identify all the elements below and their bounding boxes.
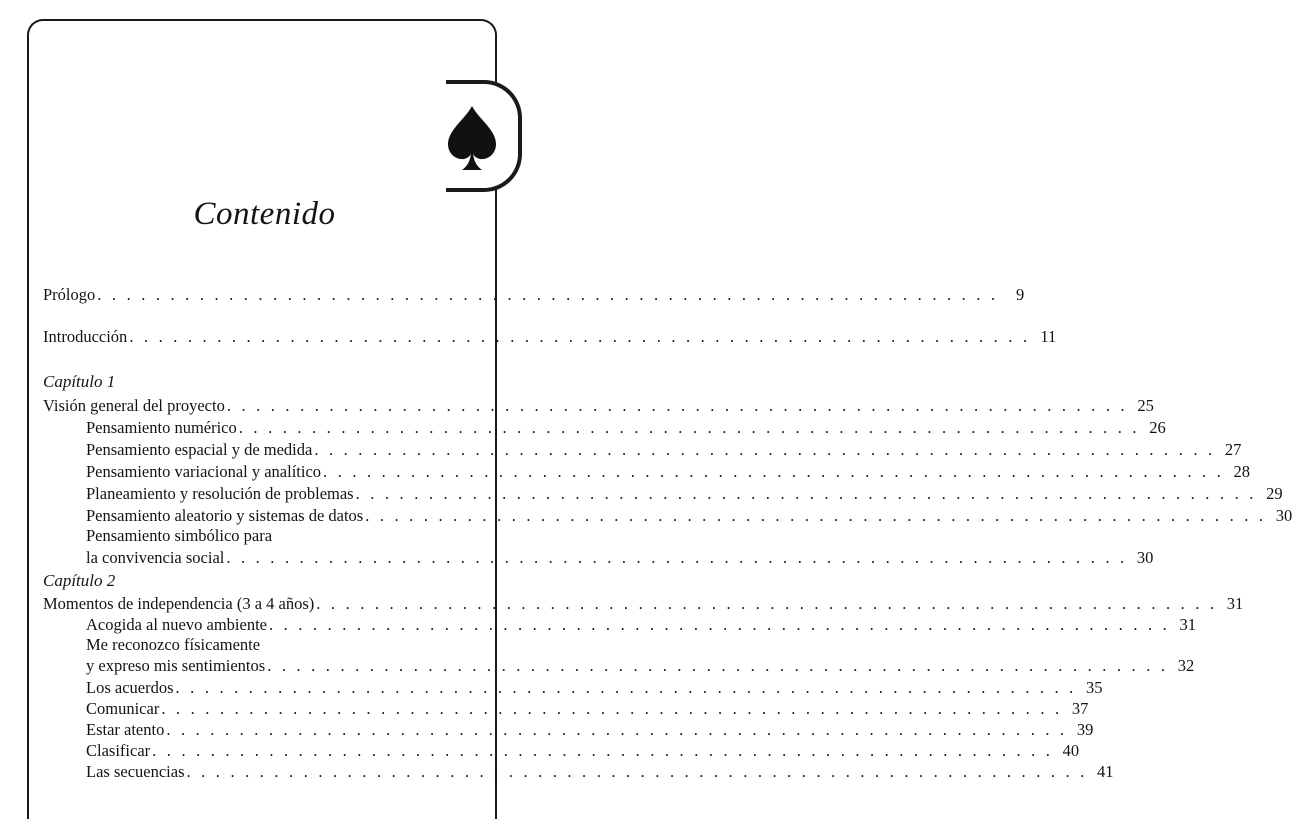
entry-label: Estar atento — [86, 720, 165, 739]
entry-page: 9 — [1016, 285, 1025, 304]
toc-entry-acogida — [86, 615, 1196, 635]
entry-page: 30 — [1275, 506, 1292, 525]
dot-leader: . . . . . . . . . . . . . . . . . . . . . . . . . . . . . . . . . . . . . . . . . . . . . . . . . . . . . . . . . . . . . . — [314, 440, 1216, 459]
toc-entry-atento — [86, 720, 1094, 740]
entry-label: Clasificar — [86, 741, 151, 760]
dot-leader: . . . . . . . . . . . . . . . . . . . . . . . . . . . . . . . . . . . . . . . . . . . . . . . . . . . . . . . . . . . . . . — [267, 656, 1169, 675]
toc-entry-vision — [43, 396, 1154, 416]
dot-leader: . . . . . . . . . . . . . . . . . . . . . . . . . . . . . . . . . . . . . . . . . . . . . . . . . . . . . . . . . . . . . . — [161, 699, 1063, 718]
toc-entry-secuencias — [86, 762, 1114, 782]
toc-entry-planeamiento — [86, 484, 1283, 504]
toc-entry-reconozco — [86, 656, 1195, 676]
entry-label: Planeamiento y resolución de problemas — [86, 484, 354, 503]
entry-page: 41 — [1096, 762, 1114, 781]
entry-label: Pensamiento espacial y de medida — [86, 440, 313, 459]
entry-page: 31 — [1179, 615, 1196, 634]
entry-page: 27 — [1224, 440, 1242, 459]
chapter-1-heading: Capítulo 1 — [43, 372, 116, 391]
entry-label: Comunicar — [86, 699, 160, 718]
entry-page: 35 — [1086, 678, 1103, 697]
entry-page: 28 — [1233, 462, 1251, 481]
dot-leader: . . . . . . . . . . . . . . . . . . . . . . . . . . . . . . . . . . . . . . . . . . . . . . . . . . . . . . . . . . . . . . — [355, 484, 1257, 503]
toc-entry-simbolico-line1: Pensamiento simbólico para — [86, 526, 273, 545]
dot-leader: . . . . . . . . . . . . . . . . . . . . . . . . . . . . . . . . . . . . . . . . . . . . . . . . . . . . . . . . . . . . . . — [316, 594, 1218, 613]
toc-entry-variacional — [86, 462, 1251, 482]
entry-page: 32 — [1177, 656, 1195, 675]
chapter-2-heading: Capítulo 2 — [43, 571, 116, 590]
entry-label: Prólogo — [43, 285, 96, 304]
entry-label: Pensamiento variacional y analítico — [86, 462, 322, 481]
entry-page: 30 — [1136, 548, 1154, 567]
toc-entry-espacial — [86, 440, 1242, 460]
entry-label: Acogida al nuevo ambiente — [86, 615, 267, 634]
dot-leader: . . . . . . . . . . . . . . . . . . . . . . . . . . . . . . . . . . . . . . . . . . . . . . . . . . . . . . . . . . . . . . — [365, 506, 1267, 525]
entry-label: Pensamiento numérico — [86, 418, 237, 437]
dot-leader: . . . . . . . . . . . . . . . . . . . . . . . . . . . . . . . . . . . . . . . . . . . . . . . . . . . . . . . . . . . . . . — [175, 678, 1077, 697]
dot-leader: . . . . . . . . . . . . . . . . . . . . . . . . . . . . . . . . . . . . . . . . . . . . . . . . . . . . . . . . . . . . . . — [152, 741, 1054, 760]
entry-page: 37 — [1071, 699, 1089, 718]
entry-label: Los acuerdos — [86, 678, 174, 697]
dot-leader: . . . . . . . . . . . . . . . . . . . . . . . . . . . . . . . . . . . . . . . . . . . . . . . . . . . . . . . . . . . . . . — [97, 285, 999, 304]
dot-leader: . . . . . . . . . . . . . . . . . . . . . . . . . . . . . . . . . . . . . . . . . . . . . . . . . . . . . . . . . . . . . . — [166, 720, 1068, 739]
entry-label: Visión general del proyecto — [43, 396, 225, 415]
entry-page: 26 — [1149, 418, 1166, 437]
entry-label: Introducción — [43, 327, 128, 346]
entry-page: 11 — [1040, 327, 1057, 346]
toc-entry-introduccion — [43, 327, 1057, 347]
dot-leader: . . . . . . . . . . . . . . . . . . . . . . . . . . . . . . . . . . . . . . . . . . . . . . . . . . . . . . . . . . . . . . — [226, 396, 1128, 415]
entry-page: 31 — [1226, 594, 1244, 613]
dot-leader: . . . . . . . . . . . . . . . . . . . . . . . . . . . . . . . . . . . . . . . . . . . . . . . . . . . . . . . . . . . . . . — [186, 762, 1088, 781]
page-title: Contenido — [193, 196, 336, 232]
dot-leader: . . . . . . . . . . . . . . . . . . . . . . . . . . . . . . . . . . . . . . . . . . . . . . . . . . . . . . . . . . . . . . — [238, 418, 1140, 437]
toc-entry-momentos — [43, 594, 1244, 614]
toc-entry-aleatorio — [86, 506, 1292, 526]
toc-entry-comunicar — [86, 699, 1089, 719]
entry-label: y expreso mis sentimientos — [86, 656, 266, 675]
entry-label: Momentos de independencia (3 a 4 años) — [43, 594, 315, 613]
toc-entry-clasificar — [86, 741, 1080, 761]
dot-leader: . . . . . . . . . . . . . . . . . . . . . . . . . . . . . . . . . . . . . . . . . . . . . . . . . . . . . . . . . . . . . . — [226, 548, 1128, 567]
dot-leader: . . . . . . . . . . . . . . . . . . . . . . . . . . . . . . . . . . . . . . . . . . . . . . . . . . . . . . . . . . . . . . — [268, 615, 1170, 634]
entry-page: 29 — [1266, 484, 1283, 503]
toc-entry-prologo — [43, 285, 1025, 305]
toc-entry-acuerdos — [86, 678, 1103, 698]
dot-leader: . . . . . . . . . . . . . . . . . . . . . . . . . . . . . . . . . . . . . . . . . . . . . . . . . . . . . . . . . . . . . . — [129, 327, 1031, 346]
entry-label: la convivencia social — [86, 548, 225, 567]
entry-label: Pensamiento aleatorio y sistemas de datos — [86, 506, 364, 525]
toc-entry-numerico — [86, 418, 1166, 438]
entry-page: 25 — [1137, 396, 1154, 415]
entry-label: Las secuencias — [86, 762, 185, 781]
entry-page: 40 — [1062, 741, 1080, 760]
toc-entry-reconozco-line1: Me reconozco físicamente — [86, 635, 261, 654]
spade-icon — [444, 104, 500, 172]
dot-leader: . . . . . . . . . . . . . . . . . . . . . . . . . . . . . . . . . . . . . . . . . . . . . . . . . . . . . . . . . . . . . . — [323, 462, 1225, 481]
toc-entry-simbolico — [86, 548, 1154, 568]
entry-page: 39 — [1076, 720, 1094, 739]
